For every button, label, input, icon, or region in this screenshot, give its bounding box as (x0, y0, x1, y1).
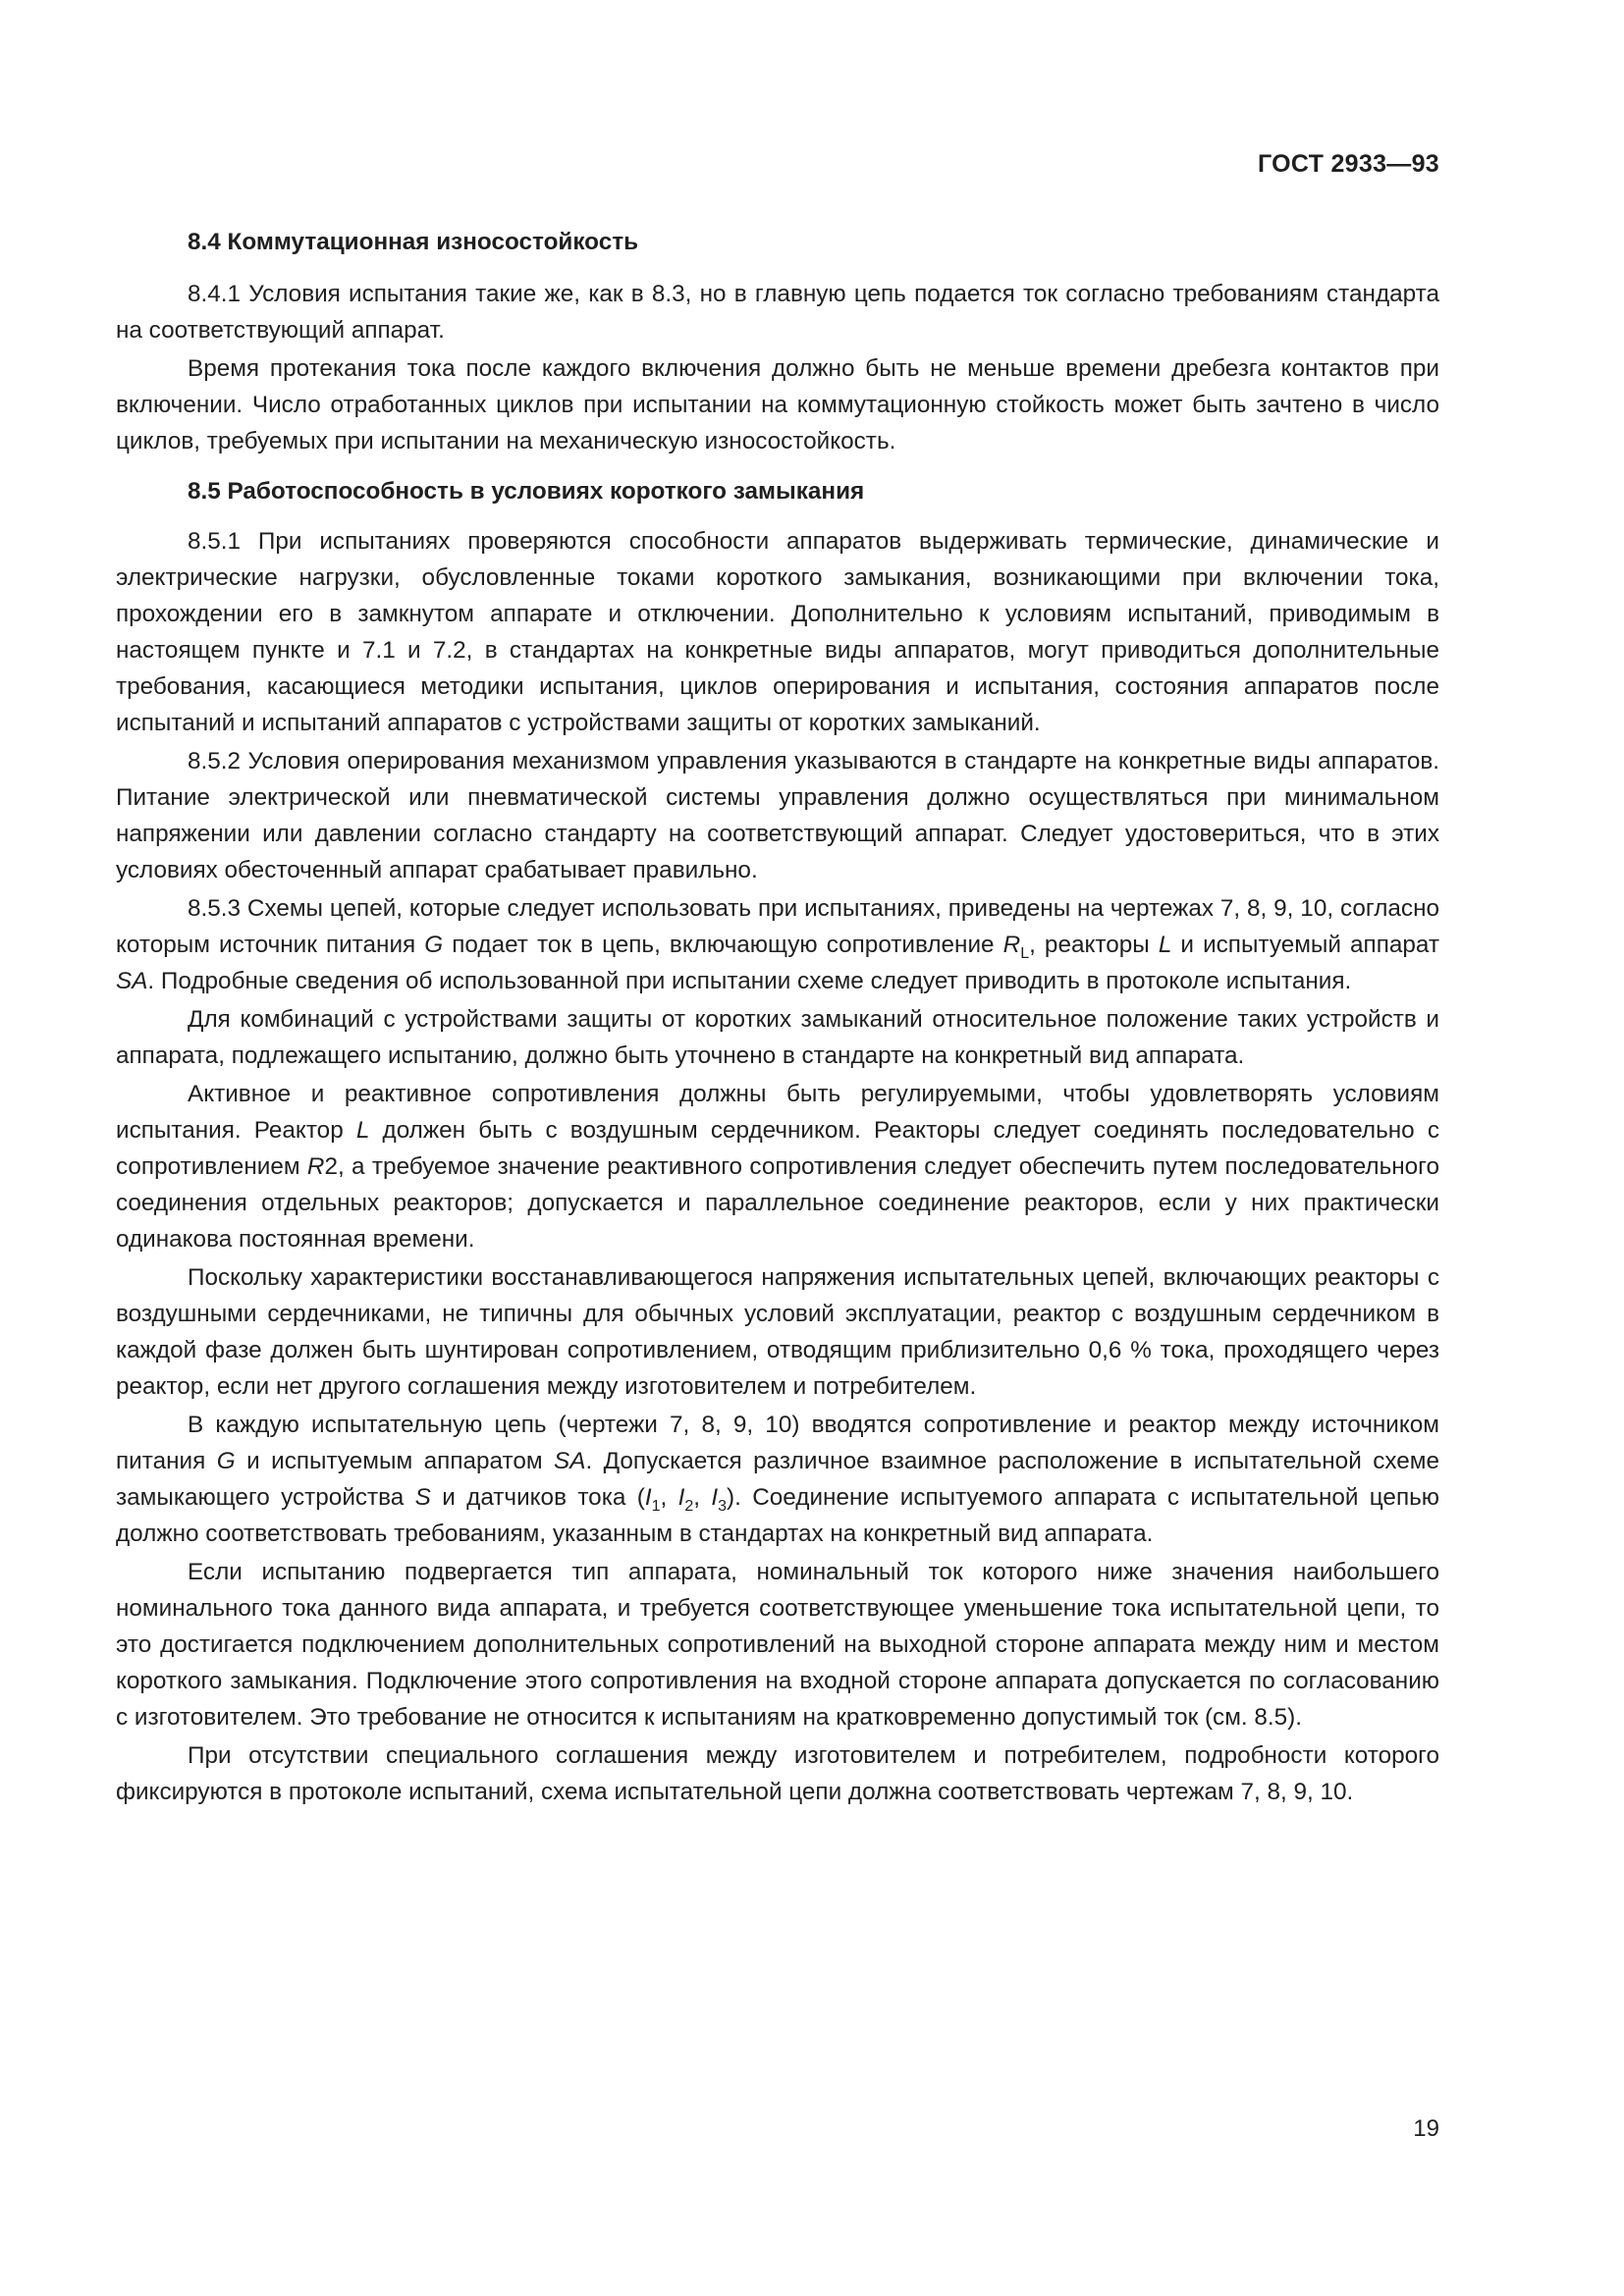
text: . Подробные сведения об использованной при испытании схеме следует приводить в протоколе испытания. (147, 968, 1352, 994)
text: В каждую испытательную цепь (чертежи 7, 8, 9, 10) вводятся сопротивление и реактор между источником питания (116, 1412, 1439, 1474)
paragraph-recovery-voltage: Поскольку характеристики восстанавливающегося напряжения испытательных цепей, включающих реакторы с воздушными сердечниками, не типичны для обычных условий эксплуатации, реактор с воздушным сердечником в каждой фазе должен быть шунтирован сопротивлением, отводящим приблизительно 0,6 % тока, проходящего через реактор, если нет другого соглашения между изготовителем и потребителем. (116, 1264, 1439, 1400)
subscript-l: L (1020, 945, 1030, 962)
text: . Допускается различное взаимное расположение в испытательной схеме замыкающего устройства (116, 1448, 1439, 1511)
paragraph-8-5-2: 8.5.2 Условия оперирования механизмом управления указываются в стандарте на конкретные виды аппаратов. Питание электрической или пневматической системы управления должно осуществляться при минимальном напряжении или давлении согласно стандарту на соответствующий аппарат. Следует удостовериться, что в этих условиях обесточенный аппарат срабатывает правильно. (116, 748, 1439, 883)
paragraph-8-5-3 (116, 890, 1439, 999)
text: и испытуемым аппаратом (235, 1448, 555, 1474)
standard-header: ГОСТ 2933—93 (1258, 150, 1439, 178)
text: и испытуемый аппарат (1171, 932, 1439, 958)
symbol-sa: SA (554, 1448, 586, 1474)
symbol-s: S (414, 1484, 431, 1511)
paragraph-8-4-1: 8.4.1 Условия испытания такие же, как в 8.3, но в главную цепь подается ток согласно требованиям стандарта на соответствующий аппарат. (116, 281, 1439, 344)
symbol-i: I (644, 1484, 652, 1511)
subscript-3: 3 (718, 1498, 728, 1515)
text: Активное и реактивное сопротивления должны быть регулируемыми, чтобы удовлетворять условиям испытания. Реактор (116, 1081, 1439, 1144)
section-heading-8-4: 8.4 Коммутационная износостойкость (188, 229, 639, 255)
paragraph-combinations: Для комбинаций с устройствами защиты от коротких замыканий относительное положение таких устройств и аппарата, подлежащего испытанию, должно быть уточнено в стандарте на конкретный вид аппарата. (116, 1006, 1439, 1069)
paragraph-8-5-1: 8.5.1 При испытаниях проверяются способности аппаратов выдерживать термические, динамические и электрические нагрузки, обусловленные токами короткого замыкания, возникающими при включении тока, прохождении его в замкнутом аппарате и отключении. Дополнительно к условиям испытаний, приводимым в настоящем пункте и 7.1 и 7.2, в стандартах на конкретные виды аппаратов, могут приводиться дополнительные требования, касающиеся методики испытания, циклов оперирования и испытания, состояния аппаратов после испытаний и испытаний аппаратов с устройствами защиты от коротких замыканий. (116, 528, 1439, 736)
text: 2, а требуемое значение реактивного сопротивления следует обеспечить путем последовательного соединения отдельных реакторов; допускается и параллельное соединение реакторов, если у них практически одинакова постоянная времени. (116, 1153, 1440, 1253)
symbol-sa: SA (116, 968, 148, 994)
symbol-g: G (216, 1448, 236, 1474)
text: 8.5.3 Схемы цепей, которые следует использовать при испытаниях, приведены на чертежах 7, 8, 9, 10, согласно которым источник питания (116, 895, 1439, 958)
text: , реакторы (1029, 932, 1159, 958)
subscript-1: 1 (651, 1498, 661, 1515)
subscript-2: 2 (684, 1498, 694, 1515)
symbol-i: I (677, 1484, 685, 1511)
symbol-i: I (711, 1484, 719, 1511)
symbol-r: R (306, 1153, 325, 1180)
separator: , (693, 1484, 712, 1511)
text: подает ток в цепь, включающую сопротивление (443, 932, 1003, 958)
symbol-l: L (355, 1117, 370, 1144)
text: ). Соединение испытуемого аппарата с испытательной цепью должно соответствовать требованиям, указанным в стандартах на конкретный вид аппарата. (116, 1484, 1439, 1547)
page-number: 19 (1413, 2115, 1439, 2142)
paragraph-current-flow-time: Время протекания тока после каждого включения должно быть не меньше времени дребезга контактов при включении. Число отработанных циклов при испытании на коммутационную стойкость может быть зачтено в число циклов, требуемых при испытании на механическую износостойкость. (116, 355, 1439, 454)
paragraph-active-reactive (116, 1076, 1439, 1257)
page-body (116, 224, 1439, 1810)
text: и датчиков тока ( (430, 1484, 645, 1511)
paragraph-each-circuit (116, 1407, 1439, 1552)
text: должен быть с воздушным сердечником. Реакторы следует соединять последовательно с сопротивлением (116, 1117, 1439, 1180)
symbol-r: R (1002, 932, 1021, 958)
section-heading-8-5: 8.5 Работоспособность в условиях короткого замыкания (188, 478, 865, 505)
symbol-l: L (1158, 932, 1172, 958)
symbol-g: G (424, 932, 444, 958)
paragraph-reduced-current: Если испытанию подвергается тип аппарата, номинальный ток которого ниже значения наибольшего номинального тока данного вида аппарата, и требуется соответствующее уменьшение тока испытательной цепи, то это достигается подключением дополнительных сопротивлений на выходной стороне аппарата между ним и местом короткого замыкания. Подключение этого сопротивления на входной стороне аппарата допускается по согласованию с изготовителем. Это требование не относится к испытаниям на кратковременно допустимый ток (см. 8.5). (116, 1559, 1439, 1731)
paragraph-absence-agreement: При отсутствии специального соглашения между изготовителем и потребителем, подробности которого фиксируются в протоколе испытаний, схема испытательной цепи должна соответствовать чертежам 7, 8, 9, 10. (116, 1742, 1439, 1805)
separator: , (660, 1484, 678, 1511)
